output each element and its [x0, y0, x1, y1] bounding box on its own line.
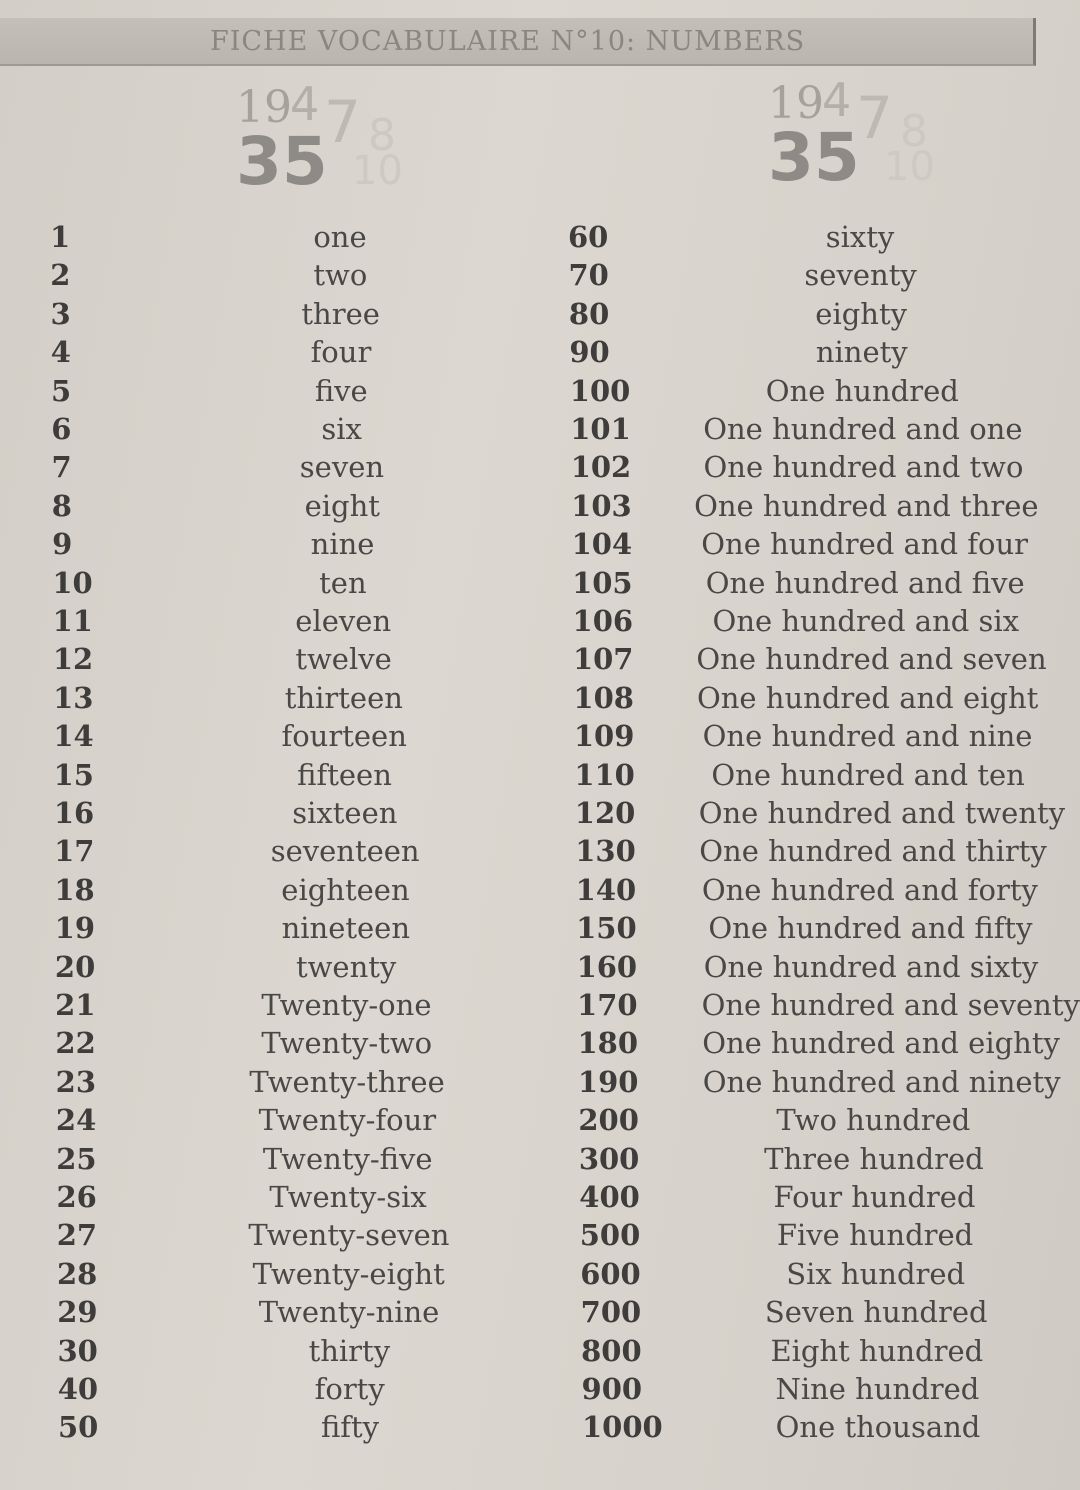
left-number: 2: [50, 258, 71, 293]
left-number: 28: [56, 1256, 98, 1291]
right-number: 130: [575, 834, 636, 869]
left-word: ten: [319, 565, 367, 600]
left-number: 29: [57, 1295, 98, 1330]
left-word: thirteen: [284, 680, 403, 715]
right-word: One hundred and sixty: [703, 949, 1039, 984]
right-number: 200: [578, 1103, 639, 1138]
left-number: 13: [53, 680, 94, 715]
left-number: 4: [50, 335, 71, 370]
left-word: eleven: [295, 604, 392, 638]
right-word: Three hundred: [764, 1141, 984, 1176]
right-word: One hundred and two: [703, 450, 1024, 485]
left-word: two: [313, 258, 368, 293]
right-number: 150: [576, 911, 637, 946]
right-number: 170: [577, 988, 638, 1022]
right-number: 110: [574, 757, 635, 792]
left-word: Twenty-six: [269, 1180, 427, 1214]
right-word: One hundred and one: [703, 412, 1023, 446]
left-word: seventeen: [270, 834, 420, 869]
left-number: 22: [55, 1026, 96, 1061]
svg-text:19: 19: [768, 78, 824, 129]
left-word: thirty: [308, 1333, 391, 1368]
left-number: 26: [56, 1180, 97, 1214]
left-number: 20: [54, 949, 96, 984]
left-word: seven: [299, 450, 385, 485]
right-number: 160: [576, 949, 638, 984]
left-number: 16: [53, 796, 95, 830]
right-word: Five hundred: [776, 1218, 974, 1253]
left-number: 5: [51, 373, 72, 408]
left-word: Twenty-one: [261, 988, 432, 1022]
left-word: Twenty-seven: [248, 1218, 450, 1253]
left-number: 11: [52, 604, 93, 638]
left-word: fourteen: [281, 719, 407, 754]
right-number: 109: [573, 719, 635, 754]
left-number: 25: [56, 1141, 97, 1176]
right-word: One hundred and seven: [696, 642, 1047, 677]
svg-text:4: 4: [822, 76, 852, 127]
left-word: five: [314, 373, 368, 408]
right-word: One thousand: [775, 1410, 981, 1445]
right-word: Nine hundred: [775, 1372, 980, 1406]
left-word: four: [310, 335, 372, 370]
left-number: 40: [57, 1372, 99, 1406]
right-word: One hundred and five: [705, 565, 1025, 600]
right-word: ninety: [815, 335, 908, 370]
left-number: 30: [57, 1333, 98, 1368]
left-word: six: [321, 412, 362, 446]
right-word: One hundred and eight: [696, 680, 1039, 715]
left-word: Twenty-five: [262, 1141, 433, 1176]
left-number: 50: [58, 1410, 99, 1445]
right-word: One hundred and seventy: [701, 988, 1080, 1022]
svg-text:8: 8: [368, 110, 396, 161]
right-number: 104: [571, 527, 633, 562]
numbers-logo-icon: [764, 76, 944, 196]
svg-text:35: 35: [236, 123, 328, 200]
left-word: eighteen: [281, 872, 410, 907]
left-number: 7: [51, 450, 72, 485]
right-word: One hundred and twenty: [698, 796, 1066, 830]
right-number: 105: [572, 565, 633, 600]
left-number: 3: [50, 296, 71, 331]
left-number: 24: [55, 1103, 97, 1138]
right-number: 900: [581, 1372, 643, 1406]
right-number: 106: [572, 604, 634, 638]
left-number: 18: [54, 872, 95, 907]
right-word: sixty: [825, 220, 895, 254]
right-number: 400: [579, 1180, 640, 1214]
svg-text:7: 7: [324, 88, 361, 156]
right-word: seventy: [804, 258, 917, 293]
right-number: 190: [577, 1064, 639, 1099]
right-word: Eight hundred: [770, 1333, 984, 1368]
left-number: 14: [53, 719, 94, 754]
svg-text:10: 10: [884, 144, 935, 190]
left-number: 10: [52, 565, 93, 600]
right-word: One hundred and ten: [711, 757, 1025, 792]
right-number: 140: [575, 872, 637, 907]
right-word: Six hundred: [786, 1256, 966, 1291]
left-number: 21: [55, 988, 96, 1022]
left-word: Twenty-four: [258, 1103, 437, 1138]
right-number: 800: [581, 1333, 642, 1368]
right-word: One hundred and eighty: [702, 1026, 1060, 1061]
right-word: One hundred and thirty: [699, 834, 1047, 869]
right-word: One hundred and six: [712, 604, 1020, 638]
right-number: 102: [570, 450, 632, 485]
right-number: 100: [569, 373, 631, 408]
right-number: 103: [571, 488, 632, 523]
right-word: One hundred and three: [694, 488, 1039, 523]
left-number: 12: [52, 642, 94, 677]
left-word: nineteen: [281, 911, 411, 946]
svg-text:7: 7: [856, 84, 893, 152]
right-word: One hundred and forty: [701, 872, 1038, 907]
left-number: 23: [55, 1064, 97, 1099]
right-word: One hundred and fifty: [708, 911, 1033, 946]
left-word: fifteen: [297, 757, 392, 792]
left-number: 8: [51, 488, 72, 523]
left-word: Twenty-eight: [252, 1256, 445, 1291]
left-word: Twenty-nine: [258, 1295, 440, 1330]
left-number: 19: [54, 911, 95, 946]
right-number: 80: [568, 296, 610, 331]
right-word: One hundred and four: [701, 527, 1028, 562]
left-word: Twenty-three: [249, 1064, 445, 1099]
right-number: 700: [580, 1295, 642, 1330]
svg-text:4: 4: [290, 80, 320, 131]
left-number: 27: [56, 1218, 98, 1253]
numbers-logo-icon: [232, 80, 412, 200]
right-number: 300: [578, 1141, 640, 1176]
left-word: fifty: [320, 1410, 380, 1445]
left-word: eight: [304, 488, 380, 523]
right-number: 120: [574, 796, 636, 830]
svg-text:8: 8: [900, 106, 928, 157]
left-word: twenty: [295, 949, 397, 984]
left-word: twelve: [295, 642, 392, 677]
right-number: 60: [568, 220, 609, 254]
svg-text:10: 10: [352, 148, 403, 194]
right-word: Seven hundred: [764, 1295, 988, 1330]
right-number: 107: [572, 642, 634, 677]
left-word: one: [313, 220, 367, 254]
right-number: 90: [569, 335, 610, 370]
svg-text:19: 19: [236, 82, 292, 133]
right-number: 500: [579, 1218, 641, 1253]
right-word: eighty: [815, 296, 908, 331]
page-title: FICHE VOCABULAIRE N°10: NUMBERS: [210, 26, 806, 57]
right-word: One hundred: [765, 373, 959, 408]
left-number: 17: [54, 834, 95, 869]
left-number: 9: [52, 527, 73, 562]
left-number: 6: [51, 412, 72, 446]
left-word: three: [301, 296, 380, 331]
left-word: forty: [314, 1372, 385, 1406]
right-number: 600: [580, 1256, 641, 1291]
right-number: 108: [573, 680, 634, 715]
right-word: Four hundred: [773, 1180, 976, 1214]
left-number: 15: [53, 757, 94, 792]
svg-text:35: 35: [768, 119, 860, 196]
left-word: nine: [310, 527, 375, 562]
left-word: Twenty-two: [261, 1026, 433, 1061]
right-word: One hundred and nine: [702, 719, 1033, 754]
right-number: 101: [570, 412, 631, 446]
right-word: Two hundred: [776, 1103, 971, 1138]
right-number: 180: [577, 1026, 639, 1061]
left-number: 1: [50, 220, 71, 254]
right-number: 1000: [582, 1410, 663, 1445]
left-word: sixteen: [292, 796, 398, 830]
right-word: One hundred and ninety: [702, 1064, 1061, 1099]
right-number: 70: [568, 258, 609, 293]
